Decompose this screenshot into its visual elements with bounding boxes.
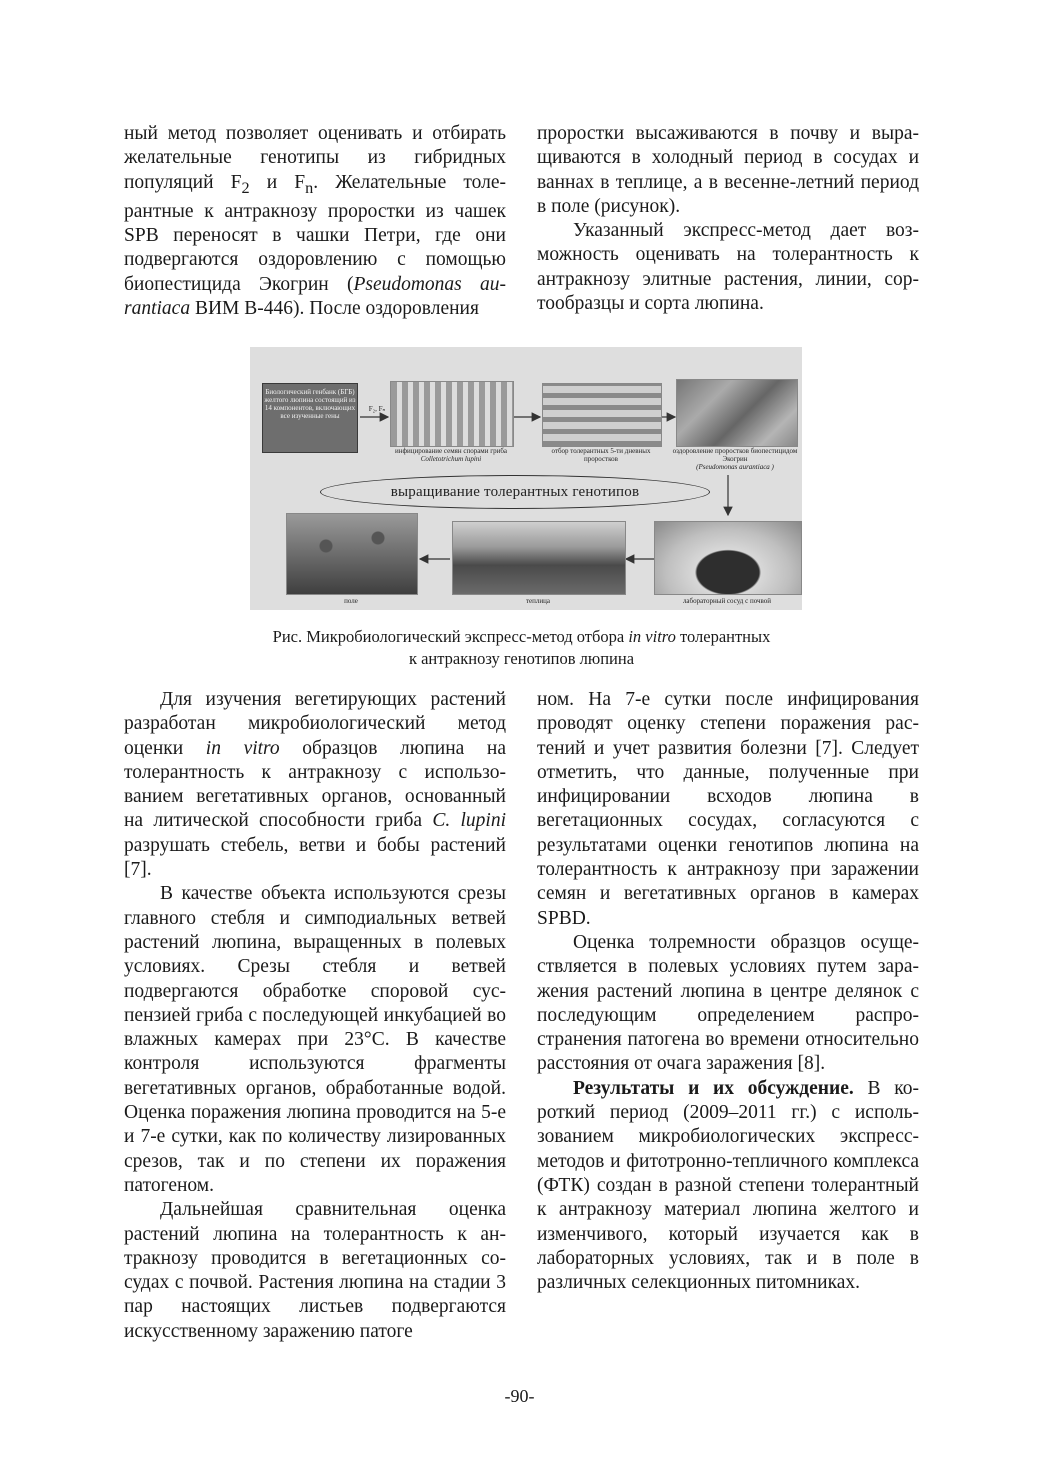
step-caption: отбор толерантных 5-ти дневных проростков: [551, 447, 651, 463]
paragraph: [124, 688, 506, 882]
figure-express-method: [250, 347, 802, 610]
subscript: n: [305, 178, 314, 197]
generation-label: F₂, Fₙ: [368, 405, 386, 413]
photo-greenhouse: [452, 521, 626, 595]
paragraph: В качестве объекта используются срезы главного стебля и симподиальных ветвей растений люпина, выращенных в полевых условиях. Срезы стебля и ветвей подвергаются обработке споровой суспензией гриба с последующей инкубацией во влажных камерах при 23°С. В качестве контроля используются фрагменты вегетативных органов, обработанные водой. Оценка поражения люпина проводится на 5-е и 7-е сутки, как по количеству лизированных срезов, так и по степени их поражения патогеном.: [124, 883, 506, 1196]
paragraph: проростки высаживаются в почву и выращиваются в холодный период в сосудах и ваннах в теплице, а в весенне-летний период в поле (рисунок).: [537, 123, 919, 217]
text-run: . Желательные толерантные к антракнозу проростки из чашек SPB переносят в чашки Петри, где они подвергаются оздоровлению с помощью биопестицида Экогрин (: [124, 171, 507, 295]
caption-text: Рис. Микробиологический экспресс-метод отбора: [272, 627, 629, 646]
step-text: оздоровление проростков биопестицидом Экогрин: [672, 447, 798, 463]
bottom-caption: лабораторный сосуд с почвой: [682, 597, 772, 605]
paragraph: [537, 1077, 919, 1296]
photo-bacteria: [676, 379, 798, 447]
italic-term: Pseudomonas aurantiaca: [124, 273, 506, 319]
italic-term: C. lupini: [432, 810, 506, 832]
ellipse-label: выращивание толерантных генотипов: [320, 475, 710, 509]
photo-seedlings: [542, 383, 662, 447]
text-run: образцов люпина на толерантность к антракнозу с использованием вегетативных органов, основанный на литической способности гриба: [124, 737, 506, 832]
step-caption: [390, 447, 512, 463]
text-run: В короткий период (2009–2011 гг.) с использованием микробиологических экспресс-методов и фитотронно-тепличного комплекса (ФТК) создан в разной степени толерантный к антракнозу материал люпина желтого и изменчивого, который изучается как в лабораторных условиях, так и в поле в различных селекционных питомниках.: [537, 1077, 919, 1294]
text-run: разрушать стебель, ветви и бобы растений [7].: [124, 834, 506, 881]
subscript: 2: [241, 178, 250, 197]
step-caption: [672, 447, 798, 471]
step-text: инфицирование семян спорами гриба: [394, 447, 508, 455]
text-run: и F: [249, 171, 306, 193]
paragraph: [124, 122, 506, 321]
column-bottom-left: [124, 688, 506, 1344]
text-run: ВИМ В-446). После оздоровления: [190, 297, 479, 319]
caption-text: толерантных: [675, 627, 771, 646]
genbank-box: Биологический генбанк (БГБ) желтого люпина состоящий из 14 компонентов, включающих все изученные гены: [262, 383, 358, 453]
step-italic: Colletotrichum lupini: [420, 455, 482, 463]
page-number: -90-: [504, 1386, 535, 1406]
column-bottom-right: [537, 688, 919, 1295]
paragraph: ном. На 7-е сутки после инфицирования проводят оценку степени поражения растений и учет развития болезни [7]. Следует отметить, что данные, полученные при инфицировании всходов люпина в вегетационных сосудах, согласуются с результатами оценки генотипов люпина на толерантность к антракнозу при заражении семян и вегетативных органов в камерах SPBD.: [537, 689, 919, 929]
step-italic: (Pseudomonas aurantiaca ): [696, 463, 774, 471]
caption-text: к антракнозу генотипов люпина: [408, 649, 635, 668]
photo-field: [286, 513, 418, 595]
italic-term: in vitro: [205, 737, 280, 759]
text-run: ный метод позволяет оценивать и отбирать желательные генотипы из гибридных популяций F: [124, 123, 506, 193]
paragraph: Дальнейшая сравнительная оценка растений люпина на толерантность к антракнозу проводится в вегетационных сосудах с почвой. Растения люпина на стадии 3 пар настоящих листьев подвергаются искусственному заражению патоге: [124, 1199, 506, 1342]
bottom-caption: поле: [344, 597, 358, 605]
photo-seed-plate: [390, 381, 514, 447]
text-run: Для изучения вегетирующих растений разработан микробиологический метод оценки: [124, 689, 506, 759]
column-top-right: [537, 122, 919, 316]
bottom-caption: теплица: [525, 597, 550, 605]
paragraph: Оценка толремности образцов осуществляется в полевых условиях путем заражения растений люпина в центре делянок с последующим определением распространения патогена во времени относительно расстояния от очага заражения [8].: [537, 931, 919, 1075]
figure-caption: [124, 626, 919, 670]
paragraph: Указанный экспресс-метод дает возможность оценивать на толерантность к антракнозу элитные растения, линии, сортообразцы и сорта люпина.: [537, 220, 919, 315]
column-top-left: [124, 122, 506, 321]
caption-italic: in vitro: [628, 627, 676, 646]
section-heading: Результаты и их обсуждение.: [573, 1077, 854, 1099]
photo-lab-vessel: [654, 521, 802, 595]
